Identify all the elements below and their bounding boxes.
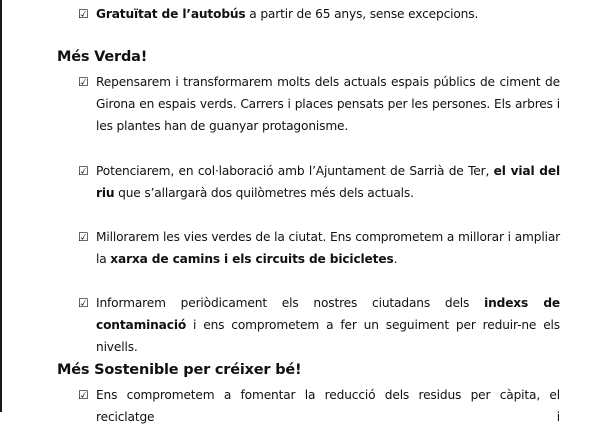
bold-text: indexs de contaminació — [96, 296, 561, 332]
bold-text: xarxa de camins i els circuits de bicicletes — [110, 252, 394, 266]
list-item-vies-verdes — [78, 226, 560, 270]
bold-text: el vial del riu — [96, 164, 560, 200]
checkbox-checked-icon: ☑ — [78, 7, 89, 21]
checkbox-checked-icon: ☑ — [78, 230, 89, 244]
list-item-text: Repensarem i transformarem molts dels actuals espais públics de ciment de Girona en espais verds. Carrers i places pensats per les persones. Els arbres i les plantes han de guanyar protagonisme. — [96, 75, 560, 133]
section-heading-mes-verda: Més Verda! — [57, 49, 148, 65]
list-item-text: Gratuïtat de l’autobús a partir de 65 anys, sense excepcions. — [96, 7, 479, 21]
checkbox-checked-icon: ☑ — [78, 388, 89, 402]
list-item-text: Informarem periòdicament els nostres ciutadans dels indexs de contaminació i ens comprometem a fer un seguiment per reduir-ne els nivells. — [96, 296, 561, 354]
checkbox-checked-icon: ☑ — [78, 164, 89, 178]
list-item-text: Potenciarem, en col·laboració amb l’Ajuntament de Sarrià de Ter, el vial del riu que s’allargarà dos quilòmetres més dels actuals. — [96, 164, 560, 200]
list-item-bus — [78, 3, 560, 25]
list-item-residus — [78, 384, 560, 428]
list-item-vial-riu — [78, 160, 560, 204]
checkbox-checked-icon: ☑ — [78, 75, 89, 89]
list-item-contaminacio — [78, 292, 560, 358]
checkbox-checked-icon: ☑ — [78, 296, 89, 310]
section-heading-mes-sostenible: Més Sostenible per créixer bé! — [57, 362, 302, 378]
list-item-espais-verds — [78, 71, 560, 137]
bold-text: Gratuïtat de l’autobús — [96, 7, 246, 21]
list-item-text: Ens comprometem a fomentar la reducció dels residus per càpita, el reciclatge i — [96, 388, 560, 424]
list-item-text: Millorarem les vies verdes de la ciutat. Ens comprometem a millorar i ampliar la xarxa de camins i els circuits de bicicletes. — [96, 230, 560, 266]
page-left-border — [0, 0, 2, 412]
